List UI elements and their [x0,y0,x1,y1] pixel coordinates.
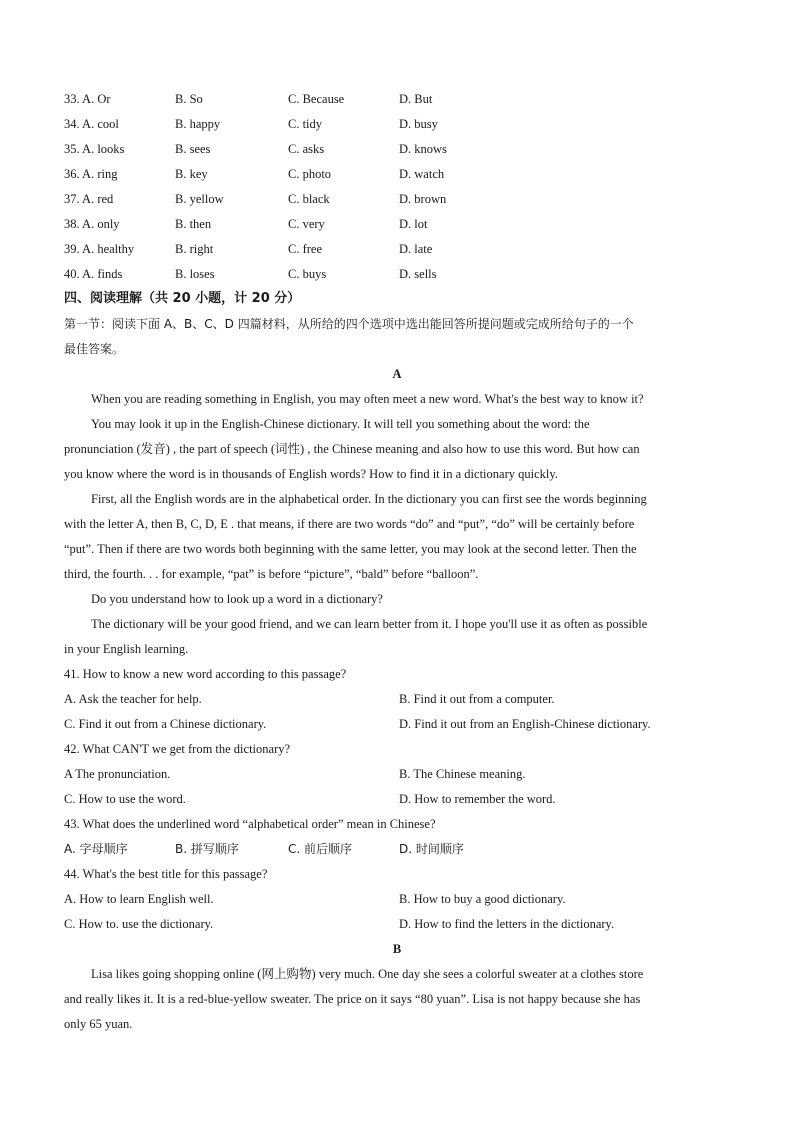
passage-b-line: only 65 yuan. [64,1017,133,1031]
option-a: 36. A. ring [64,167,118,181]
option-d: D. busy [399,117,438,131]
passage-a-line: “put”. Then if there are two words both beginning with the same letter, you may look at the second letter. Then the [64,542,637,556]
passage-a-line: third, the fourth. . . for example, “pat” is before “picture”, “bald” before “balloon”. [64,567,479,581]
option-d: D. brown [399,192,447,206]
option-a: 33. A. Or [64,92,111,106]
answer-d: D. How to remember the word. [399,792,556,806]
option-b: B. yellow [175,192,224,206]
option-b: B. happy [175,117,221,131]
option-b: B. sees [175,142,211,156]
option-c: C. asks [288,142,325,156]
option-b: B. then [175,217,212,231]
option-c: C. very [288,217,325,231]
passage-a-line: The dictionary will be your good friend, and we can learn better from it. I hope you'll use it as often as possible [91,617,648,631]
option-d: D. sells [399,267,437,281]
option-d: D. But [399,92,433,106]
option-b: B. So [175,92,203,106]
option-a: 34. A. cool [64,117,119,131]
option-a: 39. A. healthy [64,242,135,256]
answer-b: B. Find it out from a computer. [399,692,555,706]
passage-a-line: with the letter A, then B, C, D, E . that means, if there are two words “do” and “put”, “do” will be certainly before [64,517,635,531]
answer-b: B. How to buy a good dictionary. [399,892,566,906]
answer-row [64,714,730,734]
option-b: B. loses [175,267,215,281]
question-43: 43. What does the underlined word “alphabetical order” mean in Chinese? [64,817,436,831]
question-44: 44. What's the best title for this passage? [64,867,268,881]
option-c: C. Because [288,92,345,106]
section-instruction-cont: 最佳答案。 [64,342,125,356]
passage-a-line: pronunciation (发音) , the part of speech (词性) , the Chinese meaning and also how to use this word. But how can [64,442,640,456]
option-d: D. watch [399,167,445,181]
section-title: 四、阅读理解（共 20 小题，计 20 分） [64,291,301,306]
option-a: 40. A. finds [64,267,123,281]
section-instruction: 第一节：阅读下面 A、B、C、D 四篇材料，从所给的四个选项中选出能回答所提问题或完成所给句子的一个 [64,317,634,331]
answer-row [64,789,730,809]
option-d: D. knows [399,142,447,156]
passage-a-line: First, all the English words are in the alphabetical order. In the dictionary you can first see the words beginning [91,492,647,506]
answer-d: D. Find it out from an English-Chinese dictionary. [399,717,651,731]
answer-b: B. The Chinese meaning. [399,767,526,781]
option-c: C. buys [288,267,327,281]
answer-a: A The pronunciation. [64,767,171,781]
question-42: 42. What CAN'T we get from the dictionary? [64,742,291,756]
option-d: D. late [399,242,433,256]
option-c: C. black [288,192,330,206]
option-b: B. key [175,167,208,181]
option-a: 35. A. looks [64,142,125,156]
answer-b: B. 拼写顺序 [175,842,239,856]
passage-a-line: When you are reading something in English, you may often meet a new word. What's the best way to know it? [91,392,644,406]
passage-a-line: Do you understand how to look up a word in a dictionary? [91,592,383,606]
answer-row [64,889,730,909]
answer-d: D. How to find the letters in the dictionary. [399,917,615,931]
option-c: C. tidy [288,117,323,131]
passage-a-line: you know where the word is in thousands of English words? How to find it in a dictionary quickly. [64,467,558,481]
passage-b-line: Lisa likes going shopping online (网上购物) very much. One day she sees a colorful sweater at a clothes store [91,967,644,981]
passage-b-label: B [392,942,402,956]
option-c: C. photo [288,167,332,181]
option-c: C. free [288,242,323,256]
option-d: D. lot [399,217,428,231]
answer-c: C. Find it out from a Chinese dictionary. [64,717,267,731]
passage-a-line: You may look it up in the English-Chinese dictionary. It will tell you something about the word: the [91,417,590,431]
answer-a: A. 字母顺序 [64,842,128,856]
answer-a: A. How to learn English well. [64,892,214,906]
answer-a: A. Ask the teacher for help. [64,692,202,706]
answer-row [64,914,730,934]
answer-c: C. How to use the word. [64,792,186,806]
option-b: B. right [175,242,214,256]
option-a: 37. A. red [64,192,114,206]
option-a: 38. A. only [64,217,120,231]
passage-a-label: A [392,367,402,381]
answer-row [64,764,730,784]
passage-b-line: and really likes it. It is a red-blue-yellow sweater. The price on it says “80 yuan”. Lisa is not happy because she has [64,992,641,1006]
answer-c: C. How to. use the dictionary. [64,917,214,931]
answer-c: C. 前后顺序 [288,842,353,856]
answer-d: D. 时间顺序 [399,842,464,856]
question-41: 41. How to know a new word according to this passage? [64,667,347,681]
passage-a-line: in your English learning. [64,642,189,656]
answer-row [64,689,730,709]
